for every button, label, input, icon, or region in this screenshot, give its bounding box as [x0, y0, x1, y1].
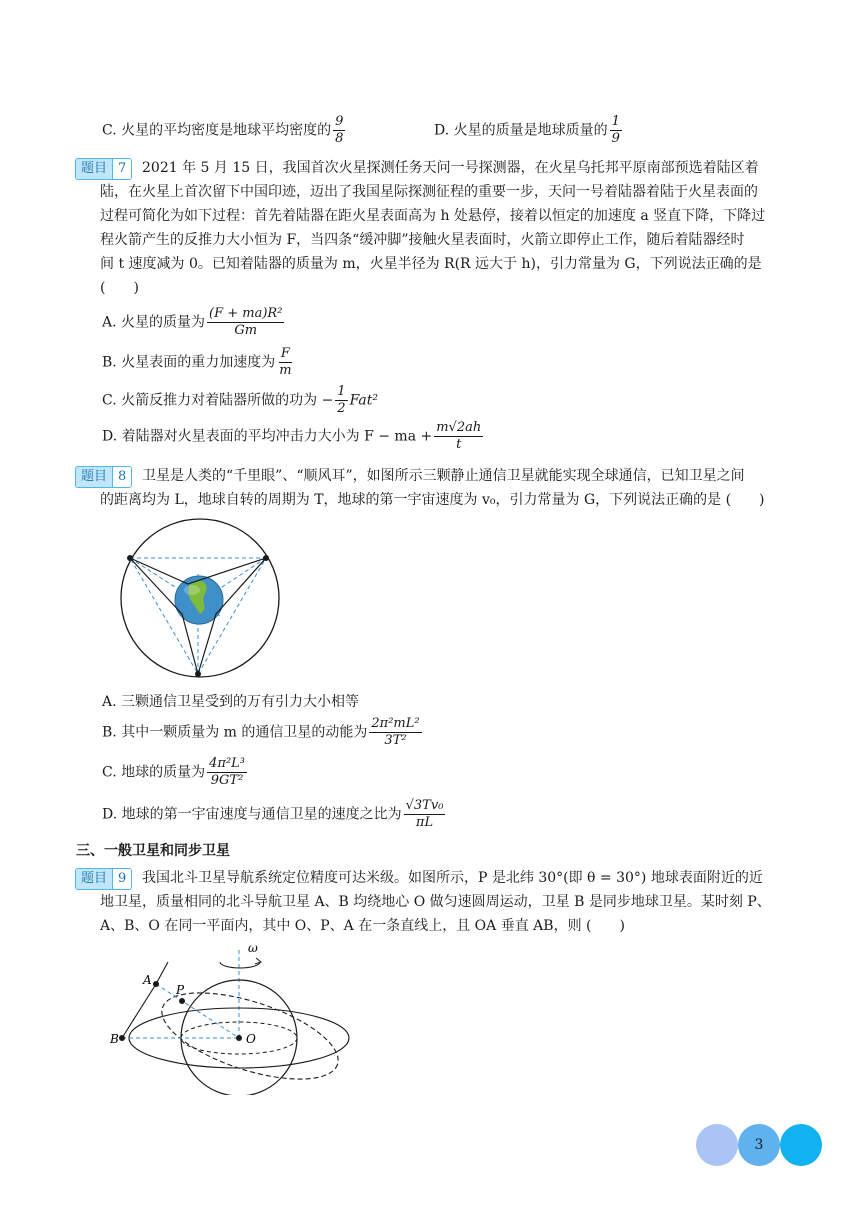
satellite-dot	[127, 555, 133, 561]
q9-orbit-diagram	[108, 940, 358, 1095]
q9-line-3: A、B、O 在同一平面内，其中 O、P、A 在一条直线上，且 OA 垂直 AB，则 ( )	[100, 918, 625, 934]
q7-option-c-fraction	[335, 384, 347, 417]
q6-option-c	[102, 114, 347, 147]
fraction-numerator: 9	[335, 114, 344, 129]
q7-line-1: 2021 年 5 月 15 日，我国首次火星探测任务天问一号探测器，在火星乌托邦平原南部预选着陆区着	[142, 160, 759, 176]
q8-satellite-diagram	[112, 516, 292, 682]
earth-center-dot	[236, 1035, 242, 1041]
page-number: 3	[754, 1137, 764, 1153]
label-o: O	[246, 1032, 256, 1046]
footer-circle-left	[696, 1124, 738, 1166]
satellite-p-dot	[179, 998, 185, 1004]
q9-tag	[75, 868, 132, 890]
q7-option-d-fraction	[434, 420, 483, 453]
q6-option-d-text: D. 火星的质量是地球质量的	[434, 122, 608, 139]
q9-line-2: 地卫星，质量相同的北斗导航卫星 A、B 均绕地心 O 做匀速圆周运动，卫星 B 是同步地球卫星。某时刻 P、	[100, 894, 771, 910]
fraction-denominator: Gm	[234, 323, 258, 338]
section-heading: 三、一般卫星和同步卫星	[76, 843, 230, 859]
q7-option-a-fraction	[207, 306, 284, 339]
footer-circle-right	[780, 1124, 822, 1166]
q7-line-5: 间 t 速度减为 0。已知着陆器的质量为 m，火星半径为 R(R 远大于 h)，引力常量为 G，下列说法正确的是	[100, 256, 762, 272]
q8-option-d	[102, 798, 447, 831]
q7-option-a	[102, 306, 286, 339]
fraction-numerator: √3Tv₀	[405, 798, 444, 813]
q7-option-a-text: A. 火星的质量为	[102, 314, 206, 331]
fraction-numerator: F	[280, 346, 290, 361]
satellite-a-dot	[153, 981, 159, 987]
label-p: P	[176, 983, 185, 997]
omega-label: ω	[248, 941, 258, 955]
satellite-b-dot	[119, 1035, 125, 1041]
q7-option-b-fraction	[277, 346, 293, 379]
q6-option-d	[434, 114, 624, 147]
fraction-denominator: 9	[611, 131, 620, 146]
q8-option-a: A. 三颗通信卫星受到的万有引力大小相等	[102, 694, 360, 710]
line-ba	[122, 984, 156, 1038]
q8-tag	[75, 466, 132, 488]
footer-circle-middle	[738, 1124, 780, 1166]
fraction-numerator: 2π²mL²	[371, 716, 420, 731]
q7-line-4: 程火箭产生的反推力大小恒为 F，当四条“缓冲脚”接触火星表面时，火箭立即停止工作，随后着陆器经时	[100, 232, 745, 248]
question-tag-number: 9	[112, 869, 131, 889]
q7-tag	[75, 158, 132, 180]
line-ao-dashed	[156, 984, 239, 1038]
fraction-denominator: 2	[337, 401, 346, 416]
q7-line-3: 过程可简化为如下过程：首先着陆器在距火星表面高为 h 处悬停，接着以恒定的加速度 a 竖直下降，下降过	[100, 208, 766, 224]
fraction-denominator: πL	[415, 815, 434, 830]
fraction-denominator: 8	[335, 131, 344, 146]
fraction-numerator: (F + ma)R²	[209, 306, 283, 321]
q8-line-2: 的距离均为 L，地球自转的周期为 T，地球的第一宇宙速度为 v₀，引力常量为 G，下列说法正确的是 ( )	[100, 492, 765, 508]
q8-option-b-text: B. 其中一颗质量为 m 的通信卫星的动能为	[102, 724, 368, 741]
satellite-dot	[263, 555, 269, 561]
q6-option-c-fraction	[333, 114, 345, 147]
q8-option-d-text: D. 地球的第一宇宙速度与通信卫星的速度之比为	[102, 806, 402, 823]
label-b: B	[110, 1032, 119, 1046]
label-a: A	[143, 973, 152, 987]
fraction-denominator: m	[279, 363, 292, 378]
fraction-numerator: m√2ah	[436, 420, 482, 435]
q7-option-c-text: C. 火箭反推力对着陆器所做的功为 −	[102, 392, 334, 409]
earth-highlight	[184, 585, 200, 595]
q7-option-b	[102, 346, 296, 379]
q7-option-c-tail: Fat²	[349, 392, 378, 409]
fraction-numerator: 4π²L³	[209, 756, 245, 771]
q7-line-2: 陆，在火星上首次留下中国印迹，迈出了我国星际探测征程的重要一步，天问一号着陆器着陆于火星表面的	[100, 184, 758, 200]
fraction-numerator: 1	[337, 384, 346, 399]
line-a-tangent	[156, 962, 168, 984]
rotation-arrow-icon	[220, 962, 260, 968]
q9-line-1: 我国北斗卫星导航系统定位精度可达米级。如图所示，P 是北纬 30°(即 θ = 30°) 地球表面附近的近	[142, 870, 763, 886]
fraction-denominator: 3T²	[384, 733, 407, 748]
q8-line-1: 卫星是人类的“千里眼”、“顺风耳”，如图所示三颗静止通信卫星就能实现全球通信，已知卫星之间	[142, 468, 745, 484]
fraction-denominator: 9GT²	[210, 773, 244, 788]
q8-option-b	[102, 716, 424, 749]
q6-option-c-text: C. 火星的平均密度是地球平均密度的	[102, 122, 332, 139]
q8-option-d-fraction	[404, 798, 446, 831]
fraction-numerator: 1	[611, 114, 620, 129]
question-tag-label: 题目	[76, 467, 112, 487]
q7-option-c	[102, 384, 378, 417]
question-tag-number: 7	[112, 159, 131, 179]
q7-line-6: ( )	[100, 280, 139, 296]
question-tag-label: 题目	[76, 159, 112, 179]
question-tag-label: 题目	[76, 869, 112, 889]
q6-option-d-fraction	[610, 114, 622, 147]
q8-option-c	[102, 756, 249, 789]
fraction-denominator: t	[456, 437, 462, 452]
q7-option-d-text: D. 着陆器对火星表面的平均冲击力大小为 F − ma +	[102, 428, 433, 445]
q8-option-c-text: C. 地球的质量为	[102, 764, 206, 781]
q7-option-d	[102, 420, 485, 453]
q7-option-b-text: B. 火星表面的重力加速度为	[102, 354, 276, 371]
q8-option-b-fraction	[369, 716, 421, 749]
satellite-dot	[195, 671, 201, 677]
question-tag-number: 8	[112, 467, 131, 487]
q8-option-c-fraction	[207, 756, 247, 789]
